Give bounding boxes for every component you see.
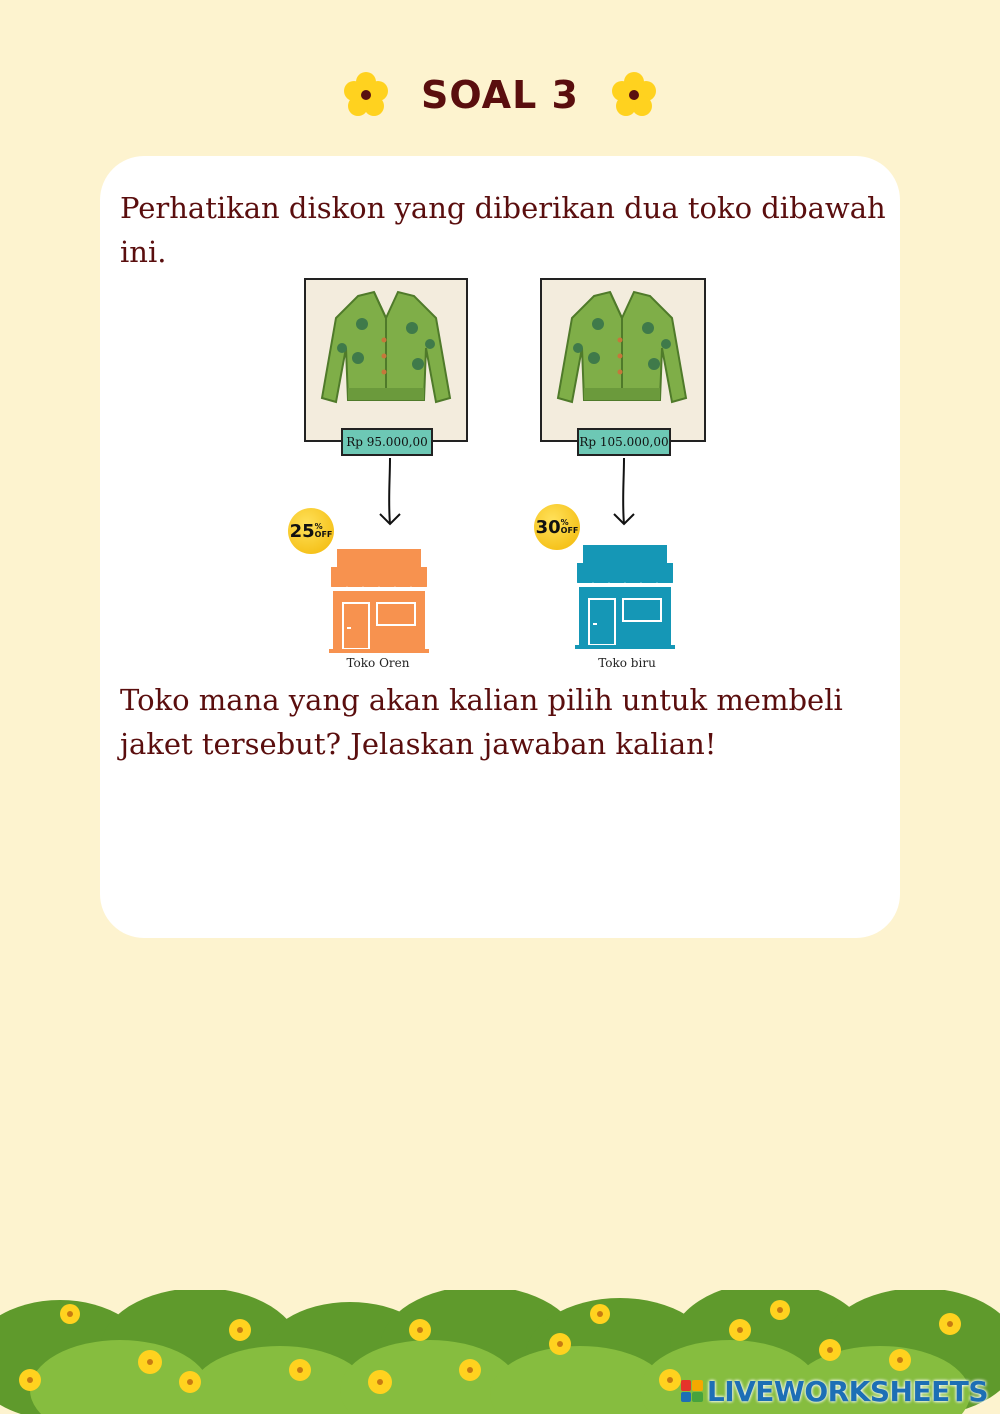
price-tag-1: Rp 95.000,00 [341,428,433,456]
discount-percent-1: % [314,522,323,531]
discount-badge-1 [288,508,334,554]
discount-off-2: OFF [560,526,579,535]
question-ask: Toko mana yang akan kalian pilih untuk membeli jaket tersebut? Jelaskan jawaban kalian! [120,683,843,761]
discount-percent-2: % [560,518,569,527]
jacket-frame-1 [304,278,468,442]
jacket-image [554,288,690,410]
store-icon [329,547,429,653]
store-icon [575,543,675,649]
store-name-1: Toko Oren [346,656,410,670]
question-intro: Perhatikan diskon yang diberikan dua toko dibawah ini. [120,191,886,269]
liveworksheets-logo [681,1380,703,1402]
page-title: SOAL 3 [421,73,579,117]
brand-text: LIVEWORKSHEETS [706,1374,988,1408]
arrow-down-icon [610,456,640,528]
page-header [0,60,1000,130]
arrow-down-icon [376,456,406,528]
jacket-frame-2 [540,278,706,442]
store-name-2: Toko biru [598,656,656,670]
jacket-image [318,288,454,410]
question-card [100,156,900,938]
discount-value-2: 30 [535,516,561,538]
flower-icon [341,70,391,120]
discount-badge-2 [534,504,580,550]
discount-value-1: 25 [289,520,315,542]
liveworksheets-brand[interactable] [681,1374,988,1408]
flower-icon [609,70,659,120]
discount-off-1: OFF [314,530,333,539]
price-tag-2: Rp 105.000,00 [577,428,671,456]
